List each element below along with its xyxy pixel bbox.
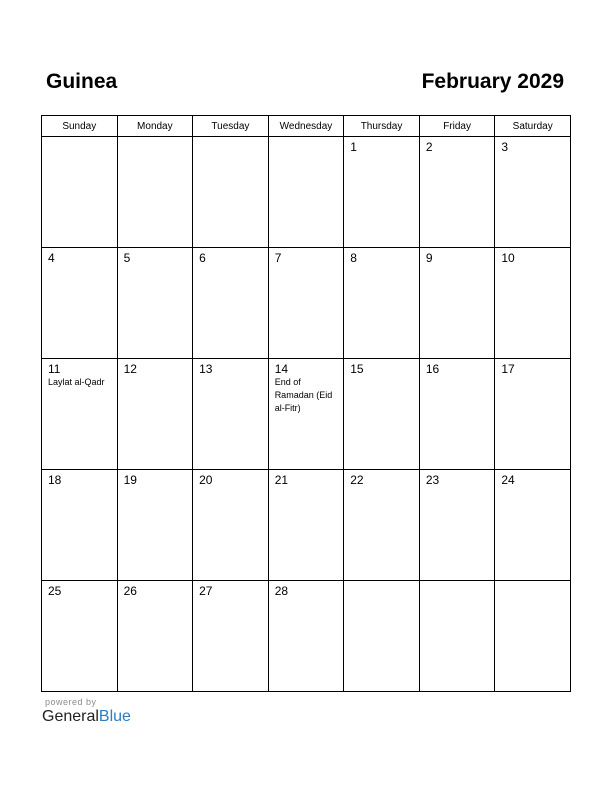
weekday-tuesday: Tuesday (193, 116, 269, 137)
generalblue-logo (42, 708, 131, 726)
empty-day-cell (419, 581, 495, 692)
day-number: 7 (274, 251, 282, 265)
day-number: 4 (48, 251, 55, 265)
empty-day-cell (344, 581, 420, 692)
week-row (42, 137, 571, 248)
day-cell (117, 581, 193, 692)
day-number: 23 (425, 473, 440, 487)
day-number: 8 (350, 251, 357, 265)
brand-blue-text: Blue (98, 708, 131, 725)
day-number: 27 (199, 584, 213, 598)
day-cell (495, 137, 571, 248)
empty-day-cell (117, 137, 193, 248)
empty-day-cell (268, 137, 344, 248)
powered-by-label: powered by (45, 697, 97, 707)
weekday-friday: Friday (419, 116, 495, 137)
day-number: 12 (123, 362, 137, 376)
day-cell (193, 248, 269, 359)
day-cell (42, 470, 118, 581)
day-cell (419, 137, 495, 248)
empty-day-cell (193, 137, 269, 248)
calendar-grid (41, 115, 571, 692)
country-title: Guinea (46, 70, 118, 93)
day-number: 25 (48, 584, 62, 598)
day-number: 5 (123, 251, 131, 265)
day-number: 2 (425, 140, 433, 154)
day-number: 26 (123, 584, 137, 598)
weekday-thursday: Thursday (344, 116, 420, 137)
day-cell (42, 581, 118, 692)
day-cell (42, 359, 118, 470)
day-cell (117, 248, 193, 359)
week-row (42, 581, 571, 692)
day-cell (193, 470, 269, 581)
day-cell (268, 248, 344, 359)
day-cell (42, 248, 118, 359)
empty-day-cell (495, 581, 571, 692)
day-cell (117, 359, 193, 470)
day-number: 14 (274, 362, 289, 376)
empty-day-cell (42, 137, 118, 248)
day-number: 16 (425, 362, 440, 376)
day-number: 19 (123, 473, 137, 487)
week-row (42, 359, 571, 470)
day-number: 10 (501, 251, 515, 265)
day-number: 6 (199, 251, 206, 265)
day-number: 20 (199, 473, 213, 487)
weekday-monday: Monday (117, 116, 193, 137)
day-number: 22 (350, 473, 364, 487)
day-number: 11 (48, 362, 61, 376)
day-number: 15 (350, 362, 364, 376)
day-number: 28 (274, 584, 289, 598)
day-number: 3 (501, 140, 509, 154)
day-cell (495, 248, 571, 359)
day-number: 13 (199, 362, 213, 376)
day-number: 21 (274, 473, 289, 487)
week-row (42, 470, 571, 581)
day-cell (495, 470, 571, 581)
brand-general-text: General (42, 708, 99, 725)
day-cell (193, 359, 269, 470)
weekday-header-row (42, 116, 571, 137)
day-cell (268, 470, 344, 581)
month-year-title: February 2029 (421, 70, 564, 93)
week-row (42, 248, 571, 359)
day-number: 24 (501, 473, 515, 487)
day-number: 18 (48, 473, 62, 487)
day-cell (419, 248, 495, 359)
day-cell (193, 581, 269, 692)
holiday-label: End of Ramadan (Eid al-Fitr) (274, 377, 333, 413)
day-number: 9 (425, 251, 433, 265)
day-number: 17 (501, 362, 515, 376)
weekday-wednesday: Wednesday (268, 116, 344, 137)
weekday-sunday: Sunday (42, 116, 118, 137)
weekday-saturday: Saturday (495, 116, 571, 137)
day-cell (344, 470, 420, 581)
holiday-label: Laylat al-Qadr (48, 377, 105, 387)
day-cell (268, 359, 344, 470)
day-number: 1 (350, 140, 357, 154)
day-cell (495, 359, 571, 470)
day-cell (419, 470, 495, 581)
day-cell (344, 248, 420, 359)
day-cell (344, 359, 420, 470)
day-cell (117, 470, 193, 581)
day-cell (419, 359, 495, 470)
day-cell (344, 137, 420, 248)
day-cell (268, 581, 344, 692)
